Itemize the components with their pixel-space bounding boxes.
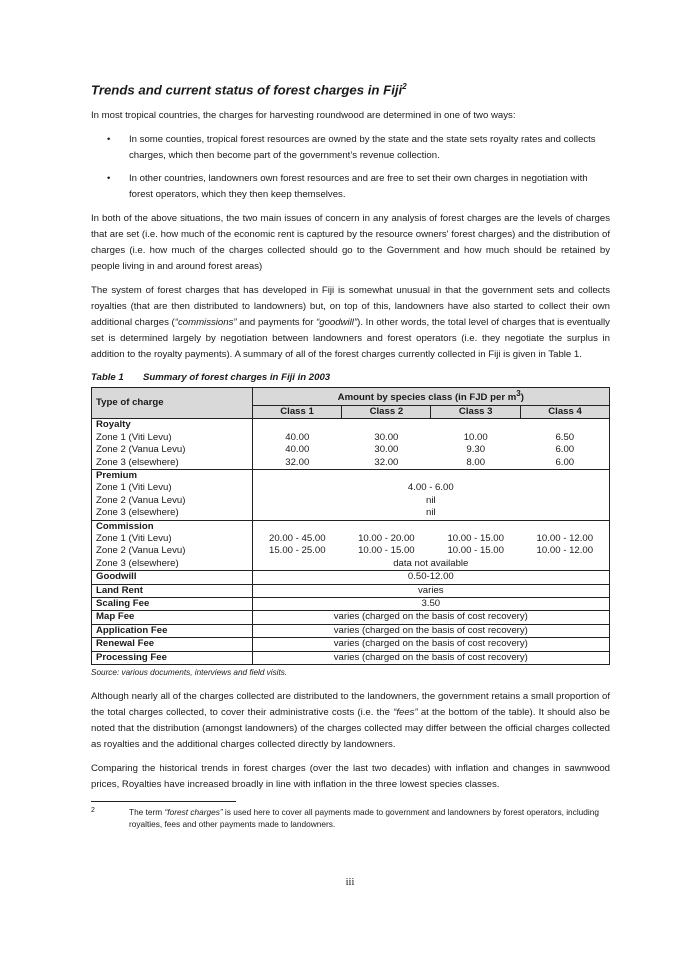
table-row: Zone 1 (Viti Levu) 20.00 - 45.00 10.00 - 20.00 10.00 - 15.00 10.00 - 12.00 (92, 533, 610, 545)
header-class-3: Class 3 (431, 405, 521, 418)
header-type-of-charge: Type of charge (92, 388, 253, 419)
header-amount: Amount by species class (in FJD per $m^3$) (252, 388, 609, 406)
header-class-4: Class 4 (521, 405, 610, 418)
table-row: Zone 3 (elsewhere) nil (92, 507, 610, 520)
bullet-list (91, 132, 610, 203)
table-row: Goodwill 0.50-12.00 (92, 571, 610, 584)
table-row (92, 419, 610, 432)
table-row: Zone 3 (elsewhere) 32.00 32.00 8.00 6.00 (92, 457, 610, 470)
footnote-ref: 2 (402, 82, 407, 91)
table-row: Zone 2 (Vanua Levu) 15.00 - 25.00 10.00 - 15.00 10.00 - 15.00 10.00 - 12.00 (92, 545, 610, 557)
bullet-item: • In some counties, tropical forest resources are owned by the state and the state sets royalty rates and collects charges, which then become part of the government’s revenue collection. (107, 134, 596, 162)
header-class-2: Class 2 (342, 405, 431, 418)
body-paragraph-2: In both of the above situations, the two main issues of concern in any analysis of forest charges are the levels of charges that are set (i.e. how much of the economic rent is captured by the resource owners' forest charges) and the distribution of charges (i.e. how much of the charges collected should go to the Government and how much should be retained by people living in and around forest areas) (91, 213, 610, 273)
table-row: Land Rent varies (92, 584, 610, 597)
table-row: Scaling Fee 3.50 (92, 598, 610, 611)
table-row: Application Fee varies (charged on the basis of cost recovery) (92, 624, 610, 637)
table-row (92, 520, 610, 533)
table-caption: Table 1 Summary of forest charges in Fiji in 2003 (91, 372, 331, 384)
intro-paragraph: In most tropical countries, the charges for harvesting roundwood are determined in one of two ways: (91, 110, 516, 122)
body-paragraph-4: Although nearly all of the charges collected are distributed to the landowners, the government retains a small proportion of the total charges collected, to cover their administrative costs (i.e. the “fees” at the bottom of the table). It should also be noted that the distribution (amongst landowners) of the charges collected may differ between the official charges collected as royalties and the additional charges collected directly by landowners. (91, 691, 611, 751)
group-label-royalty: Royalty (92, 419, 253, 432)
page-content (91, 78, 610, 830)
table-row: Zone 2 (Vanua Levu) nil (92, 495, 610, 507)
group-label-commission: Commission (92, 520, 253, 533)
table-row: Map Fee varies (charged on the basis of cost recovery) (92, 611, 610, 624)
body-paragraph-5: Comparing the historical trends in forest charges (over the last two decades) with inflation and changes in sawnwood prices, Royalties have increased broadly in line with inflation in the three lowest species classes. (91, 763, 610, 791)
section-heading: Trends and current status of forest charges in Fiji$^2$ (91, 82, 407, 98)
table-row (92, 470, 610, 483)
table-row: Zone 1 (Viti Levu) 4.00 - 6.00 (92, 482, 610, 494)
footnote-divider (91, 801, 236, 802)
page-number: iii (345, 877, 355, 888)
table-row: Processing Fee varies (charged on the basis of cost recovery) (92, 651, 610, 664)
table-row: Zone 3 (elsewhere) data not available (92, 558, 610, 571)
table-row: Renewal Fee varies (charged on the basis of cost recovery) (92, 638, 610, 651)
group-label-premium: Premium (92, 470, 253, 483)
body-paragraph-3: The system of forest charges that has developed in Fiji is somewhat unusual in that the government sets and collects royalties (that are then distributed to landowners) but, on top of this, landowners have also started to collect their own additional charges (“commissions” and payments for “goodwill”). In other words, the total level of charges that is eventually set is determined largely by negotiation between landowners and forest operators (i.e. they negotiate the surplus in addition to the royalty payments). A summary of all of the forest charges currently collected in Fiji is given in Table 1. (91, 285, 610, 361)
table-row: Zone 1 (Viti Levu) 40.00 30.00 10.00 6.50 (92, 432, 610, 444)
bullet-item: • In other countries, landowners own forest resources and are free to set their own charges in negotiation with forest operators, which they then keep themselves. (107, 173, 588, 201)
footnote: 2 The term “forest charges” is used here to cover all payments made to government and landowners by forest operators, including royalties, fees and other payments made to landowners. (91, 807, 599, 830)
table-row: Zone 2 (Vanua Levu) 40.00 30.00 9.30 6.00 (92, 444, 610, 456)
forest-charges-table (91, 387, 610, 665)
header-class-1: Class 1 (252, 405, 342, 418)
table-source: Source: various documents, interviews and field visits. (91, 668, 288, 678)
